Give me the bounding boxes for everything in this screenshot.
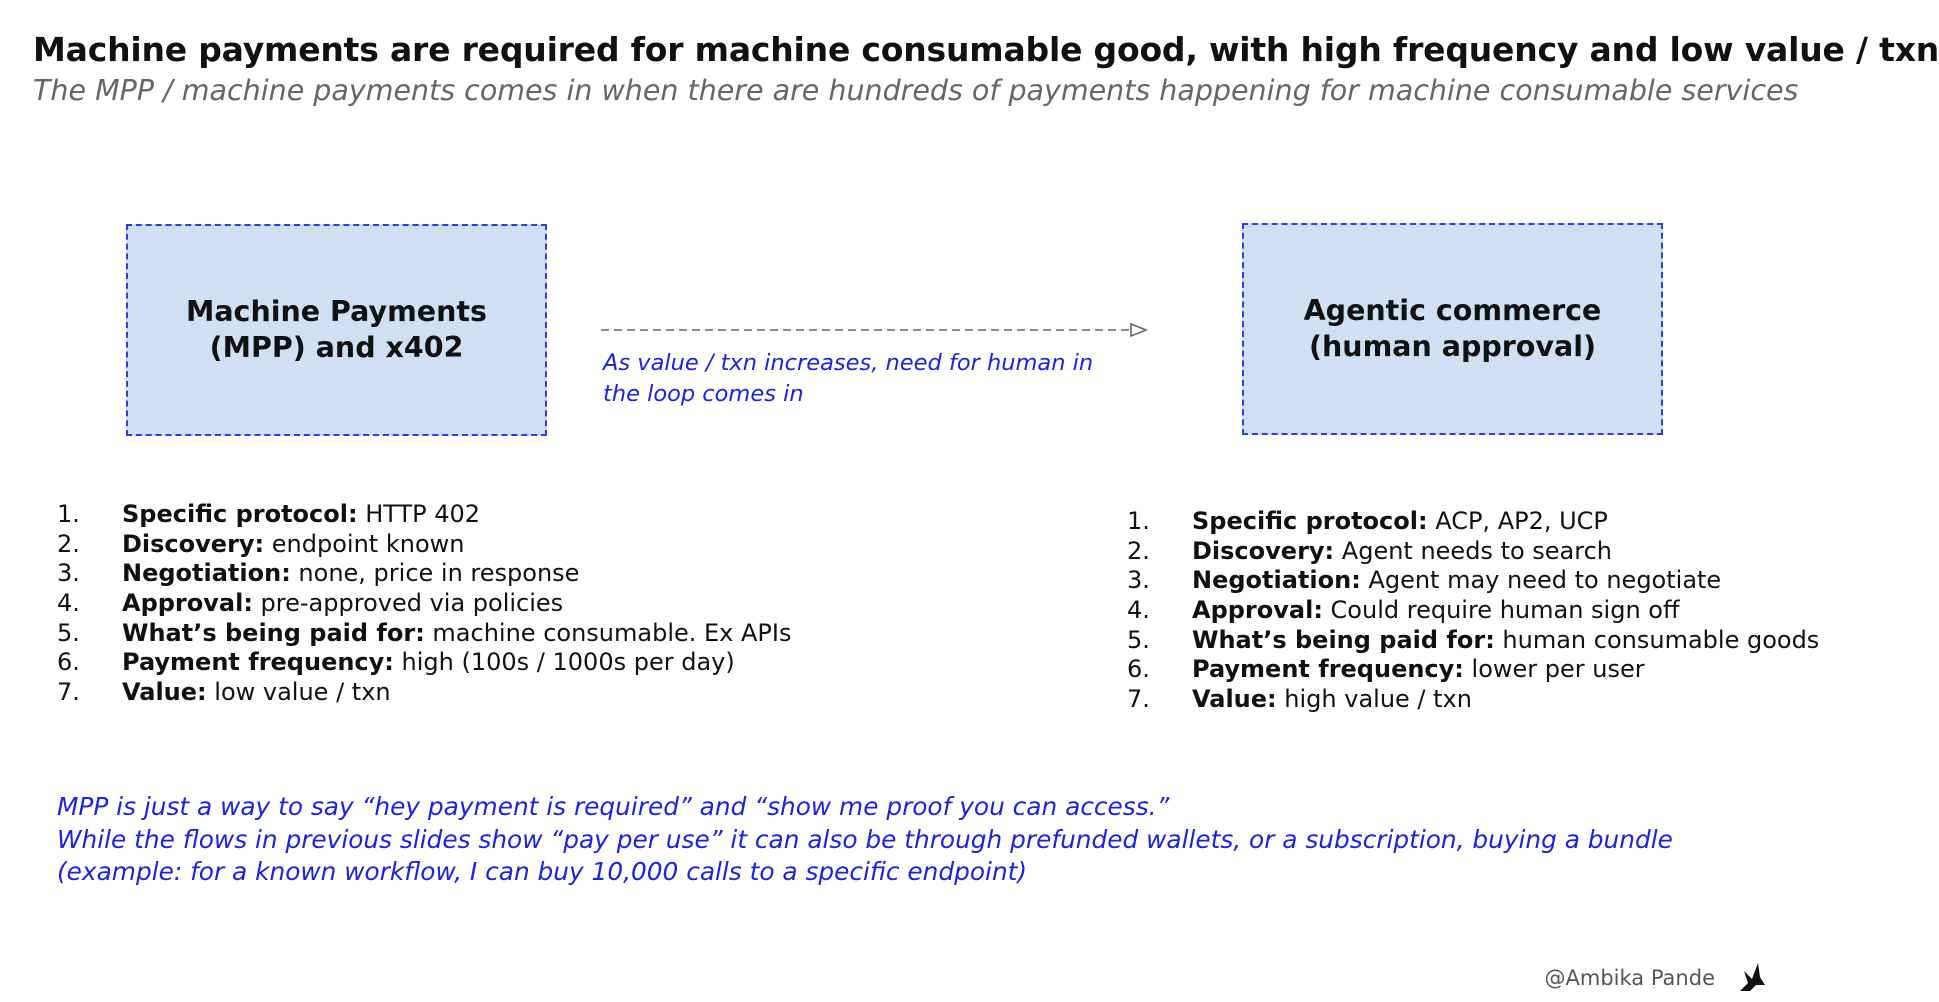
agentic-commerce-box <box>1242 223 1663 435</box>
mpp-attributes-list <box>57 500 791 708</box>
arrow-note: As value / txn increases, need for human in the loop comes in <box>603 350 1094 407</box>
list-item: 2. Discovery: endpoint known <box>57 529 465 558</box>
machine-payments-box-label: Machine Payments (MPP) and x402 <box>185 295 488 364</box>
list-item: 3. Negotiation: Agent may need to negotiate <box>1127 566 1722 595</box>
list-item: 5. What’s being paid for: human consumable goods <box>1127 625 1820 654</box>
bottom-note-line: (example: for a known workflow, I can buy 10,000 calls to a specific endpoint) <box>57 857 1028 886</box>
author-credit: @Ambika Pande <box>1544 966 1715 990</box>
bottom-note-line: While the flows in previous slides show “pay per use” it can also be through prefunded wallets, or a subscription, buying a bundle <box>57 824 1673 854</box>
list-item: 3. Negotiation: none, price in response <box>57 559 580 588</box>
list-item: 6. Payment frequency: lower per user <box>1127 655 1645 684</box>
list-item: 1. Specific protocol: HTTP 402 <box>57 500 481 528</box>
slide-subtitle: The MPP / machine payments comes in when there are hundreds of payments happening for machine consumable services <box>33 74 1799 107</box>
list-item: 5. What’s being paid for: machine consumable. Ex APIs <box>57 618 792 647</box>
bottom-note-line: MPP is just a way to say “hey payment is required” and “show me proof you can access.” <box>57 792 1170 821</box>
list-item: 4. Approval: Could require human sign off <box>1127 596 1680 625</box>
list-item: 7. Value: low value / txn <box>57 678 391 707</box>
list-item: 1. Specific protocol: ACP, AP2, UCP <box>1127 507 1608 535</box>
bird-logo-icon <box>1736 961 1766 993</box>
agentic-commerce-attributes-list <box>1127 507 1819 715</box>
arrow-head-icon <box>1131 324 1146 336</box>
slide-title: Machine payments are required for machine consumable good, with high frequency and low value / txn <box>33 30 1939 69</box>
list-item: 6. Payment frequency: high (100s / 1000s per day) <box>57 648 735 677</box>
machine-payments-box <box>126 224 547 436</box>
dashed-arrow <box>601 318 1147 342</box>
list-item: 7. Value: high value / txn <box>1127 685 1472 714</box>
list-item: 2. Discovery: Agent needs to search <box>1127 536 1613 565</box>
list-item: 4. Approval: pre-approved via policies <box>57 589 564 618</box>
bottom-notes <box>57 791 1757 889</box>
agentic-commerce-box-label: Agentic commerce (human approval) <box>1303 294 1602 363</box>
